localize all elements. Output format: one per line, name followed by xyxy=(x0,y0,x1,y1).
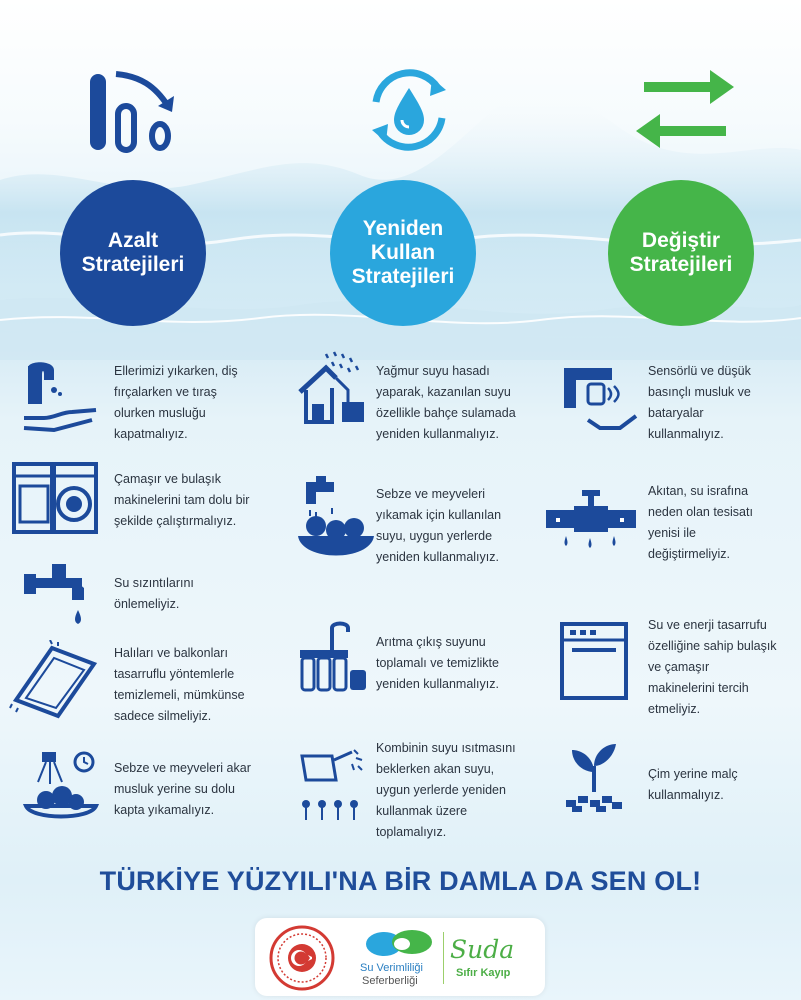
degistir-item-3-text: Su ve enerji tasarrufu özelliğine sahip bulaşık ve çamaşır makinelerini tercih etmeliyiz. xyxy=(648,618,777,716)
plant-mulch-icon xyxy=(560,742,630,814)
reuse-cycle-icon xyxy=(354,60,464,160)
dishwasher-icon xyxy=(560,622,632,702)
ministry-seal-icon xyxy=(268,924,336,992)
campaign-line-1: Su Verimliliği xyxy=(360,962,423,974)
watering-can-icon xyxy=(296,746,376,826)
azalt-item-5-text: Sebze ve meyveleri akar musluk yerine su dolu kapta yıkamalıyız. xyxy=(114,761,251,817)
water-efficiency-logo-icon xyxy=(364,924,436,962)
leaking-pipe-icon xyxy=(546,488,638,558)
suda-script: Suda xyxy=(450,935,515,964)
degistir-strategies-badge: Değiştir Stratejileri xyxy=(608,180,754,326)
reduce-icon xyxy=(80,66,190,156)
azalt-item-1-text: Ellerimizi yıkarken, diş fırçalarken ve tıraş olurken musluğu kapatmalıyız. xyxy=(114,364,238,441)
degistir-item-4-text: Çim yerine malç kullanmalıyız. xyxy=(648,767,738,802)
sensor-tap-icon xyxy=(560,364,640,442)
azalt-item-3-text: Su sızıntılarını önlemeliyiz. xyxy=(114,576,194,611)
azalt-strategies-badge: Azalt Stratejileri xyxy=(60,180,206,326)
azalt-item-4-text: Halıları ve balkonları tasarruflu yöntemlerle temizlemeli, mümkünse sadece silmeliyiz. xyxy=(114,646,245,723)
rug-icon xyxy=(8,640,100,720)
yeniden-item-4-text: Kombinin suyu ısıtmasını beklerken akan suyu, uygun yerlerde yeniden kullanmak üzere toplamalıyız. xyxy=(376,741,516,839)
washing-machine-icon xyxy=(12,458,100,538)
vegetable-wash-icon xyxy=(20,748,102,824)
yeniden-kullan-strategies-badge: Yeniden Kullan Stratejileri xyxy=(330,180,476,326)
yeniden-item-3-text: Arıtma çıkış suyunu toplamalı ve temizlikte yeniden kullanmalıyız. xyxy=(376,635,499,691)
water-filter-icon xyxy=(296,620,372,696)
rain-harvest-icon xyxy=(296,350,372,426)
swap-arrows-icon xyxy=(630,64,740,164)
suda-subtitle: Sıfır Kayıp xyxy=(456,967,511,979)
fruit-bowl-tap-icon xyxy=(292,476,378,566)
degistir-item-2-text: Akıtan, su israfına neden olan tesisatı yenisi ile değiştirmeliyiz. xyxy=(648,484,753,561)
azalt-item-2-text: Çamaşır ve bulaşık makinelerini tam dolu bir şekilde çalıştırmalıyız. xyxy=(114,472,250,528)
yeniden-item-1-text: Yağmur suyu hasadı yaparak, kazanılan suyu özellikle bahçe sulamada yeniden kullanmalıyız. xyxy=(376,364,516,441)
slogan: TÜRKİYE YÜZYILI'NA BİR DAMLA DA SEN OL! xyxy=(99,866,702,896)
campaign-line-2: Seferberliği xyxy=(362,975,418,987)
yeniden-item-2-text: Sebze ve meyveleri yıkamak için kullanılan suyu, uygun yerlerde yeniden kullanmalıyız. xyxy=(376,487,502,564)
faucet-hand-icon xyxy=(14,360,102,438)
degistir-item-1-text: Sensörlü ve düşük basınçlı musluk ve bataryalar kullanmalıyız. xyxy=(648,364,751,441)
logo-divider xyxy=(443,932,444,984)
leaking-tap-icon xyxy=(22,560,98,630)
